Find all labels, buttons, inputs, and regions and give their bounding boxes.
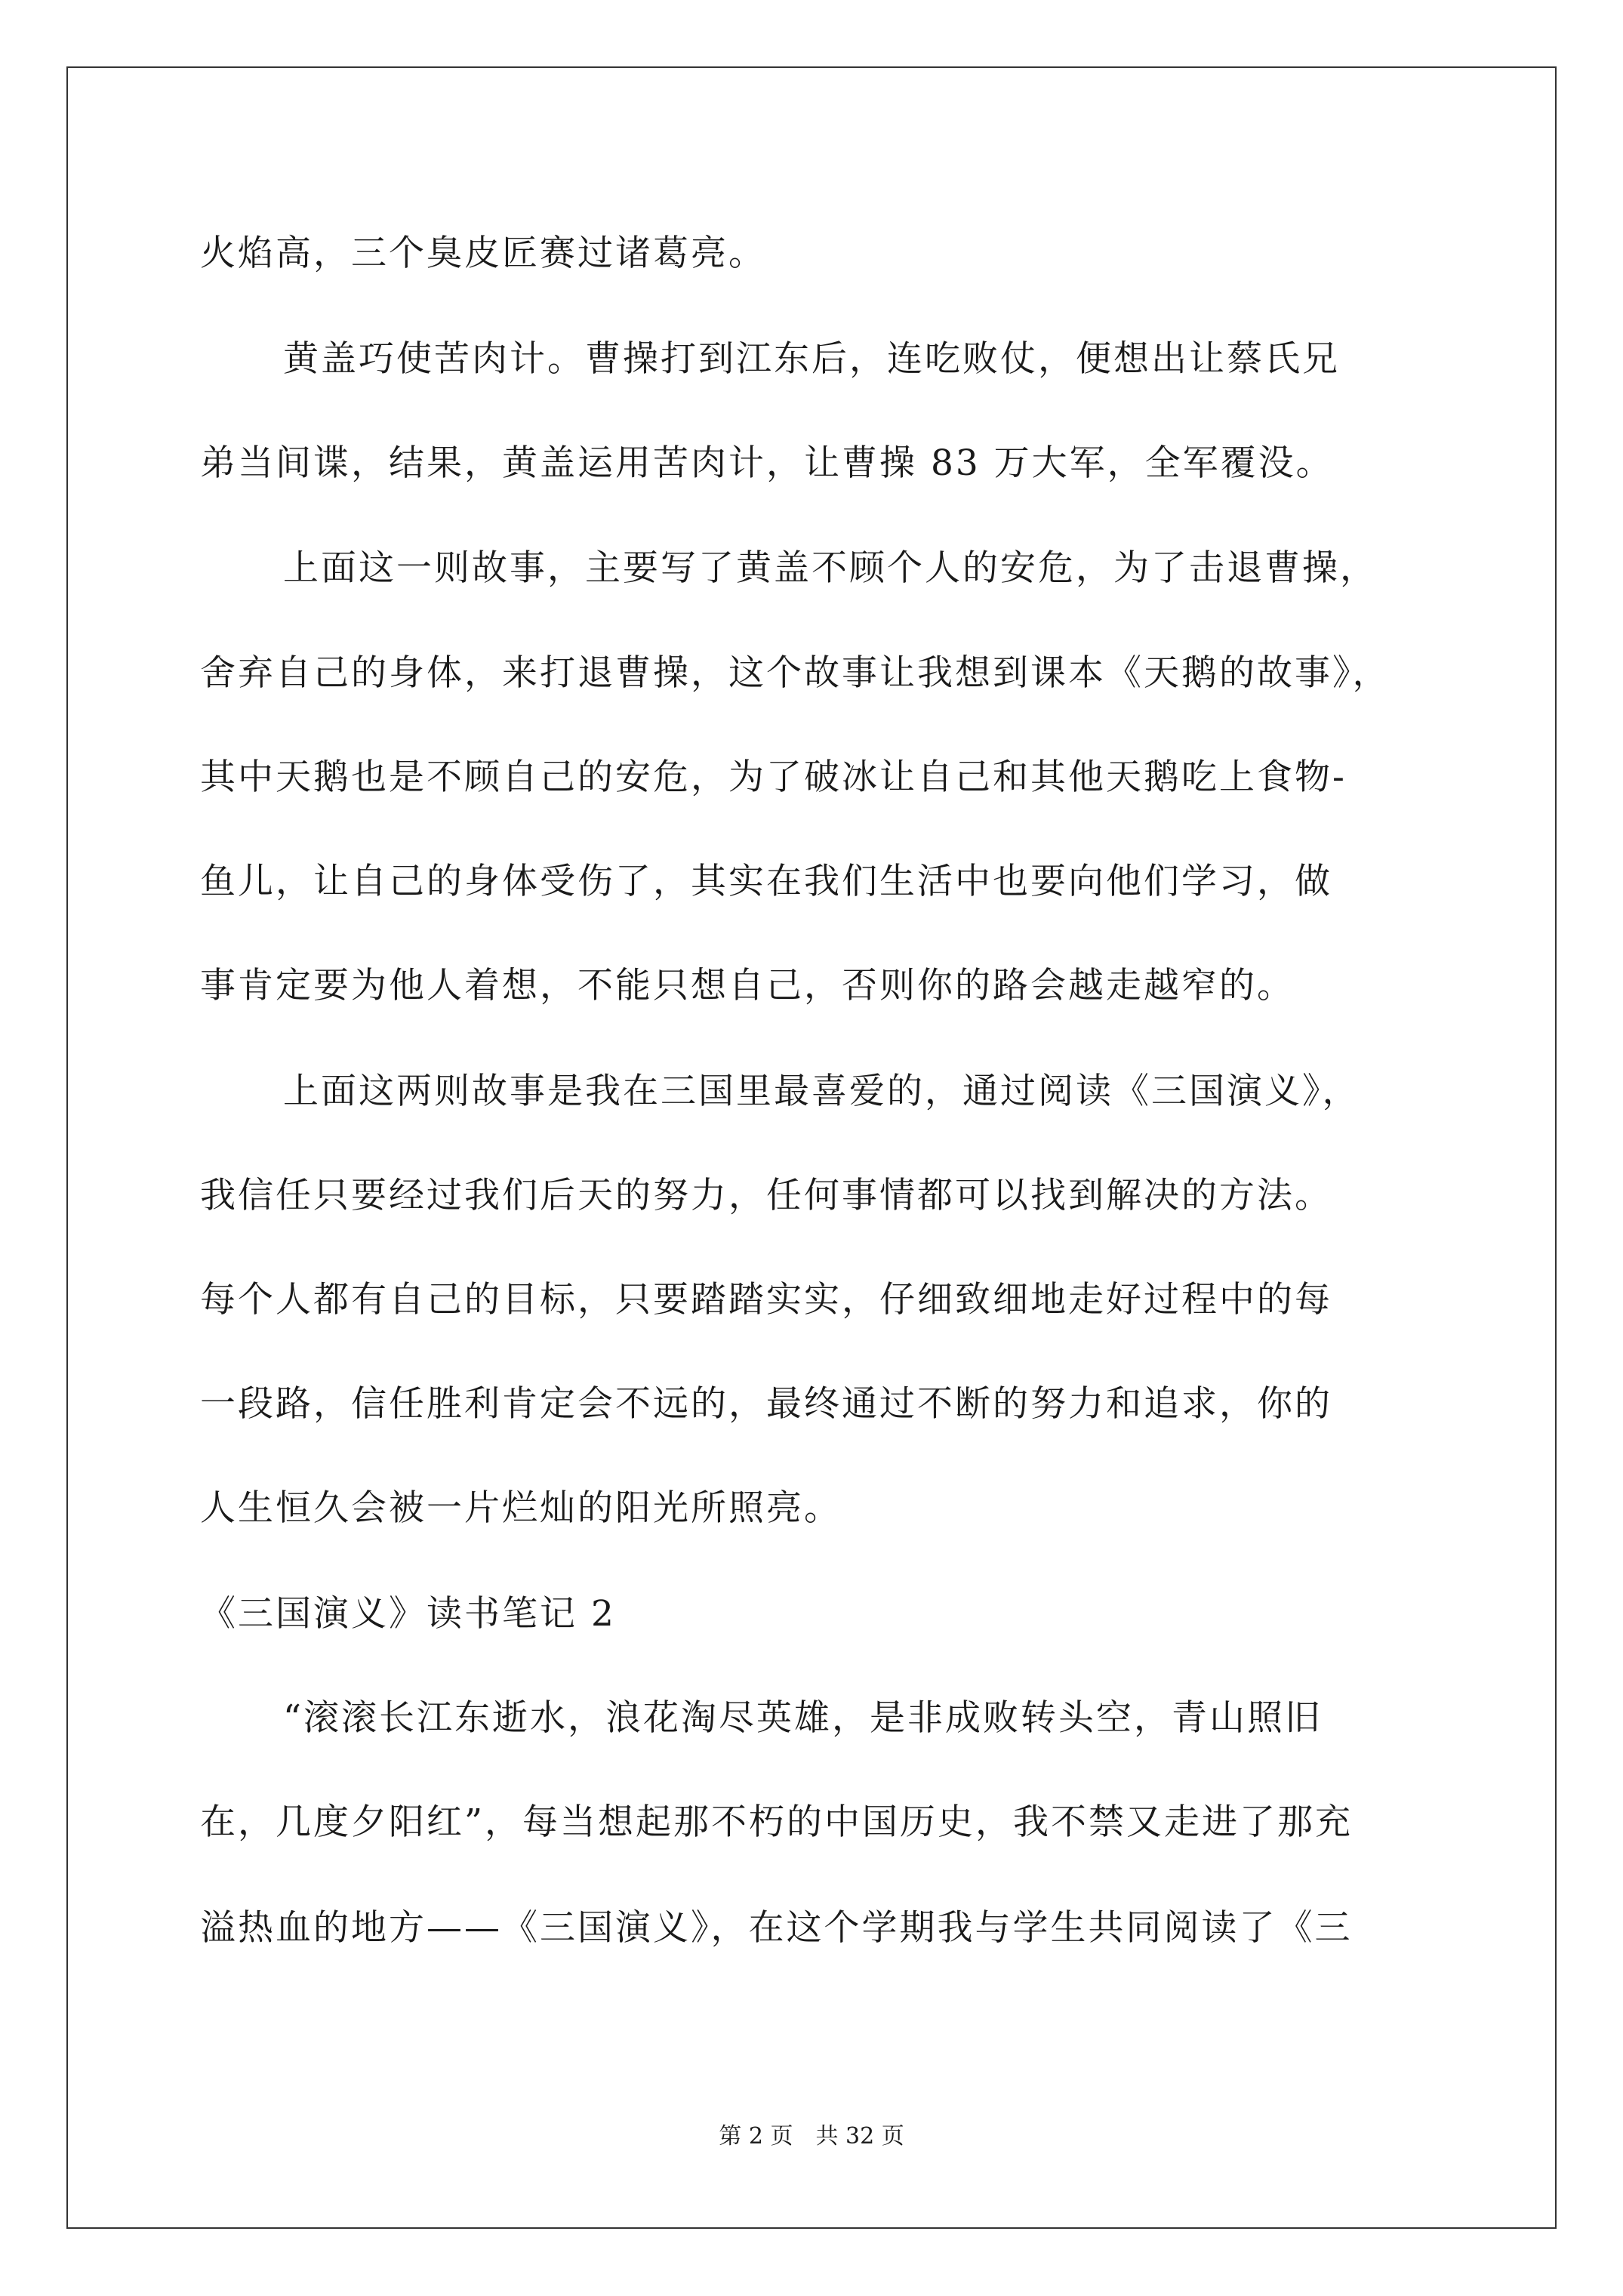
page-border bbox=[66, 66, 1557, 2229]
text-line: 一段路，信任胜利肯定会不远的，最终通过不断的努力和追求，你的 bbox=[200, 1383, 1332, 1425]
text-line: 我信任只要经过我们后天的努力，任何事情都可以找到解决的方法。 bbox=[200, 1175, 1332, 1216]
paragraph-start-line: “滚滚长江东逝水，浪花淘尽英雄，是非成败转头空，青山照旧 bbox=[283, 1697, 1323, 1739]
page-number: 第 2 页 共 32 页 bbox=[719, 2123, 904, 2150]
text-line: 每个人都有自己的目标，只要踏踏实实，仔细致细地走好过程中的每 bbox=[200, 1279, 1332, 1321]
text-line: 人生恒久会被一片烂灿的阳光所照亮。 bbox=[200, 1487, 842, 1529]
paragraph-start-line: 上面这一则故事，主要写了黄盖不顾个人的安危，为了击退曹操， bbox=[283, 547, 1378, 589]
text-line: 舍弃自己的身体，来打退曹操，这个故事让我想到课本《天鹅的故事》， bbox=[200, 652, 1390, 694]
paragraph-start-line: 黄盖巧使苦肉计。曹操打到江东后，连吃败仗，便想出让蔡氏兄 bbox=[283, 338, 1340, 380]
text-line: 鱼儿，让自己的身体受伤了，其实在我们生活中也要向他们学习，做 bbox=[200, 861, 1332, 902]
text-line: 弟当间谍，结果，黄盖运用苦肉计，让曹操 83 万大军，全军覆没。 bbox=[200, 442, 1334, 484]
text-line: 溢热血的地方——《三国演义》，在这个学期我与学生共同阅读了《三 bbox=[200, 1907, 1353, 1949]
text-line: 事肯定要为他人着想，不能只想自己，否则你的路会越走越窄的。 bbox=[200, 965, 1295, 1006]
section-heading: 《三国演义》读书笔记 2 bbox=[200, 1593, 616, 1635]
text-line: 在，几度夕阳红”，每当想起那不朽的中国历史，我不禁又走进了那充 bbox=[200, 1801, 1354, 1843]
text-line: 其中天鹅也是不顾自己的安危，为了破冰让自己和其他天鹅吃上食物- bbox=[200, 757, 1347, 798]
text-line: 火焰高，三个臭皮匠赛过诸葛亮。 bbox=[200, 233, 766, 274]
paragraph-start-line: 上面这两则故事是我在三国里最喜爱的，通过阅读《三国演义》， bbox=[283, 1071, 1360, 1112]
